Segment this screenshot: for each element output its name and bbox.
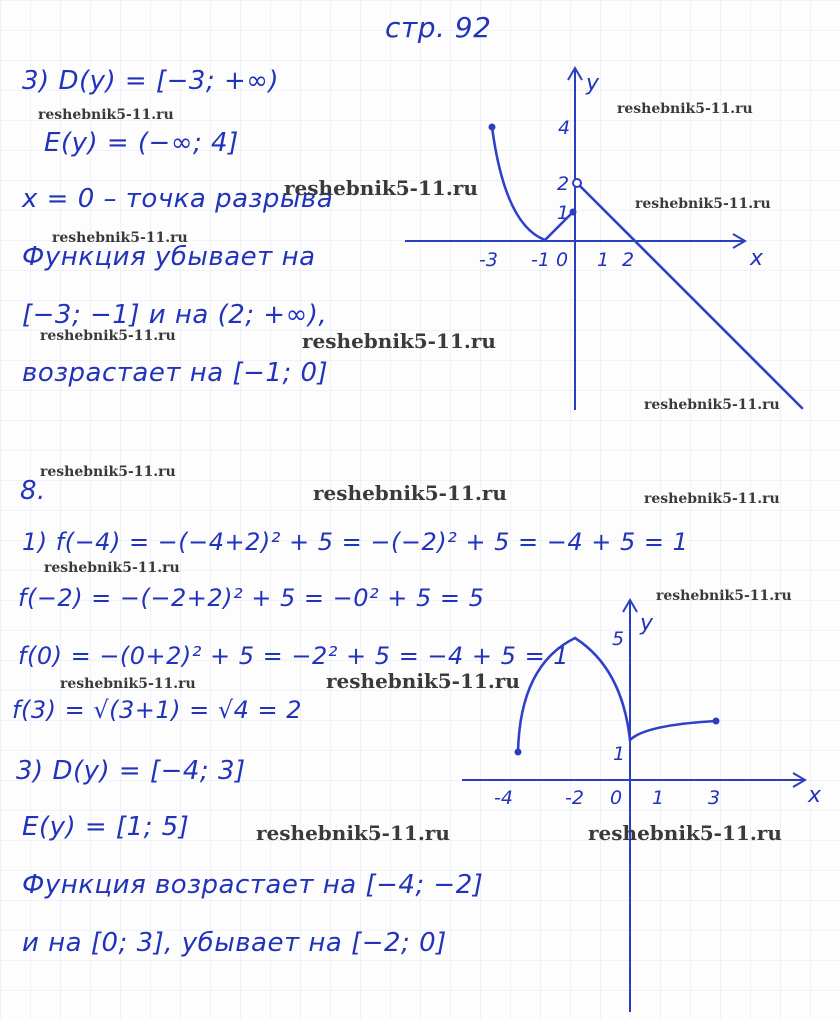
watermark: reshebnik5-11.ru bbox=[60, 676, 196, 692]
watermark: reshebnik5-11.ru bbox=[617, 101, 753, 117]
section2-xtick-0: 0 bbox=[610, 787, 623, 809]
watermark: reshebnik5-11.ru bbox=[302, 329, 496, 353]
section2-left-endpoint bbox=[515, 749, 522, 756]
section1-decreasing-title: Функция убывает на bbox=[22, 242, 316, 272]
section1-y-label: y bbox=[586, 71, 600, 96]
section2-number: 8. bbox=[20, 476, 46, 506]
watermark: reshebnik5-11.ru bbox=[40, 328, 176, 344]
section2-decreasing: и на [0; 3], убывает на [−2; 0] bbox=[22, 928, 447, 958]
watermark: reshebnik5-11.ru bbox=[644, 491, 780, 507]
section2-right-endpoint bbox=[713, 718, 720, 725]
section2-xtick-m4: -4 bbox=[494, 787, 513, 809]
section1-xtick-2: 2 bbox=[622, 249, 635, 271]
section2-ytick-1: 1 bbox=[613, 743, 626, 765]
section2-parabola bbox=[518, 638, 630, 752]
section1-decreasing-intervals: [−3; −1] и на (2; +∞), bbox=[22, 300, 328, 330]
watermark: reshebnik5-11.ru bbox=[44, 560, 180, 576]
page-header: стр. 92 bbox=[385, 11, 492, 44]
section1-discontinuity: x = 0 – точка разрыва bbox=[22, 184, 334, 214]
section2-sqrt-branch bbox=[630, 721, 716, 740]
section2-f-0: f(0) = −(0+2)² + 5 = −2² + 5 = −4 + 5 = 1 bbox=[18, 642, 570, 670]
watermark: reshebnik5-11.ru bbox=[635, 196, 771, 212]
section2-xtick-3: 3 bbox=[708, 787, 721, 809]
section1-xtick-m3: -3 bbox=[479, 249, 498, 271]
watermark: reshebnik5-11.ru bbox=[256, 821, 450, 845]
watermark: reshebnik5-11.ru bbox=[284, 176, 478, 200]
section1-ytick-1: 1 bbox=[557, 202, 570, 224]
section1-xtick-1: 1 bbox=[597, 249, 610, 271]
section2-f-3: f(3) = √(3+1) = √4 = 2 bbox=[12, 696, 303, 724]
watermark: reshebnik5-11.ru bbox=[38, 107, 174, 123]
section2-range: E(y) = [1; 5] bbox=[22, 812, 190, 842]
watermark: reshebnik5-11.ru bbox=[326, 669, 520, 693]
section2-f-minus2: f(−2) = −(−2+2)² + 5 = −0² + 5 = 5 bbox=[18, 584, 485, 612]
section2-ytick-5: 5 bbox=[612, 628, 625, 650]
section2-xtick-1: 1 bbox=[652, 787, 665, 809]
section1-domain: 3) D(y) = [−3; +∞) bbox=[22, 66, 280, 96]
section2-x-label: x bbox=[808, 783, 822, 808]
section1-xtick-0: 0 bbox=[556, 249, 569, 271]
watermark: reshebnik5-11.ru bbox=[644, 397, 780, 413]
section1-xtick-m1: -1 bbox=[531, 249, 550, 271]
section2-xtick-m2: -2 bbox=[565, 787, 584, 809]
section1-range: E(y) = (−∞; 4] bbox=[44, 128, 239, 158]
section1-increasing: возрастает на [−1; 0] bbox=[22, 358, 329, 388]
section2-increasing: Функция возрастает на [−4; −2] bbox=[22, 870, 484, 900]
section1-ytick-4: 4 bbox=[558, 117, 571, 139]
section2-domain: 3) D(y) = [−4; 3] bbox=[16, 756, 246, 786]
watermark: reshebnik5-11.ru bbox=[40, 464, 176, 480]
watermark: reshebnik5-11.ru bbox=[588, 821, 782, 845]
section1-ytick-2: 2 bbox=[557, 173, 570, 195]
section2-y-label: y bbox=[640, 611, 654, 636]
watermark: reshebnik5-11.ru bbox=[52, 230, 188, 246]
watermark: reshebnik5-11.ru bbox=[313, 481, 507, 505]
watermark: reshebnik5-11.ru bbox=[656, 588, 792, 604]
section1-x-label: x bbox=[750, 246, 764, 271]
section2-f-minus4: 1) f(−4) = −(−4+2)² + 5 = −(−2)² + 5 = −4 + 5 = 1 bbox=[22, 528, 689, 556]
